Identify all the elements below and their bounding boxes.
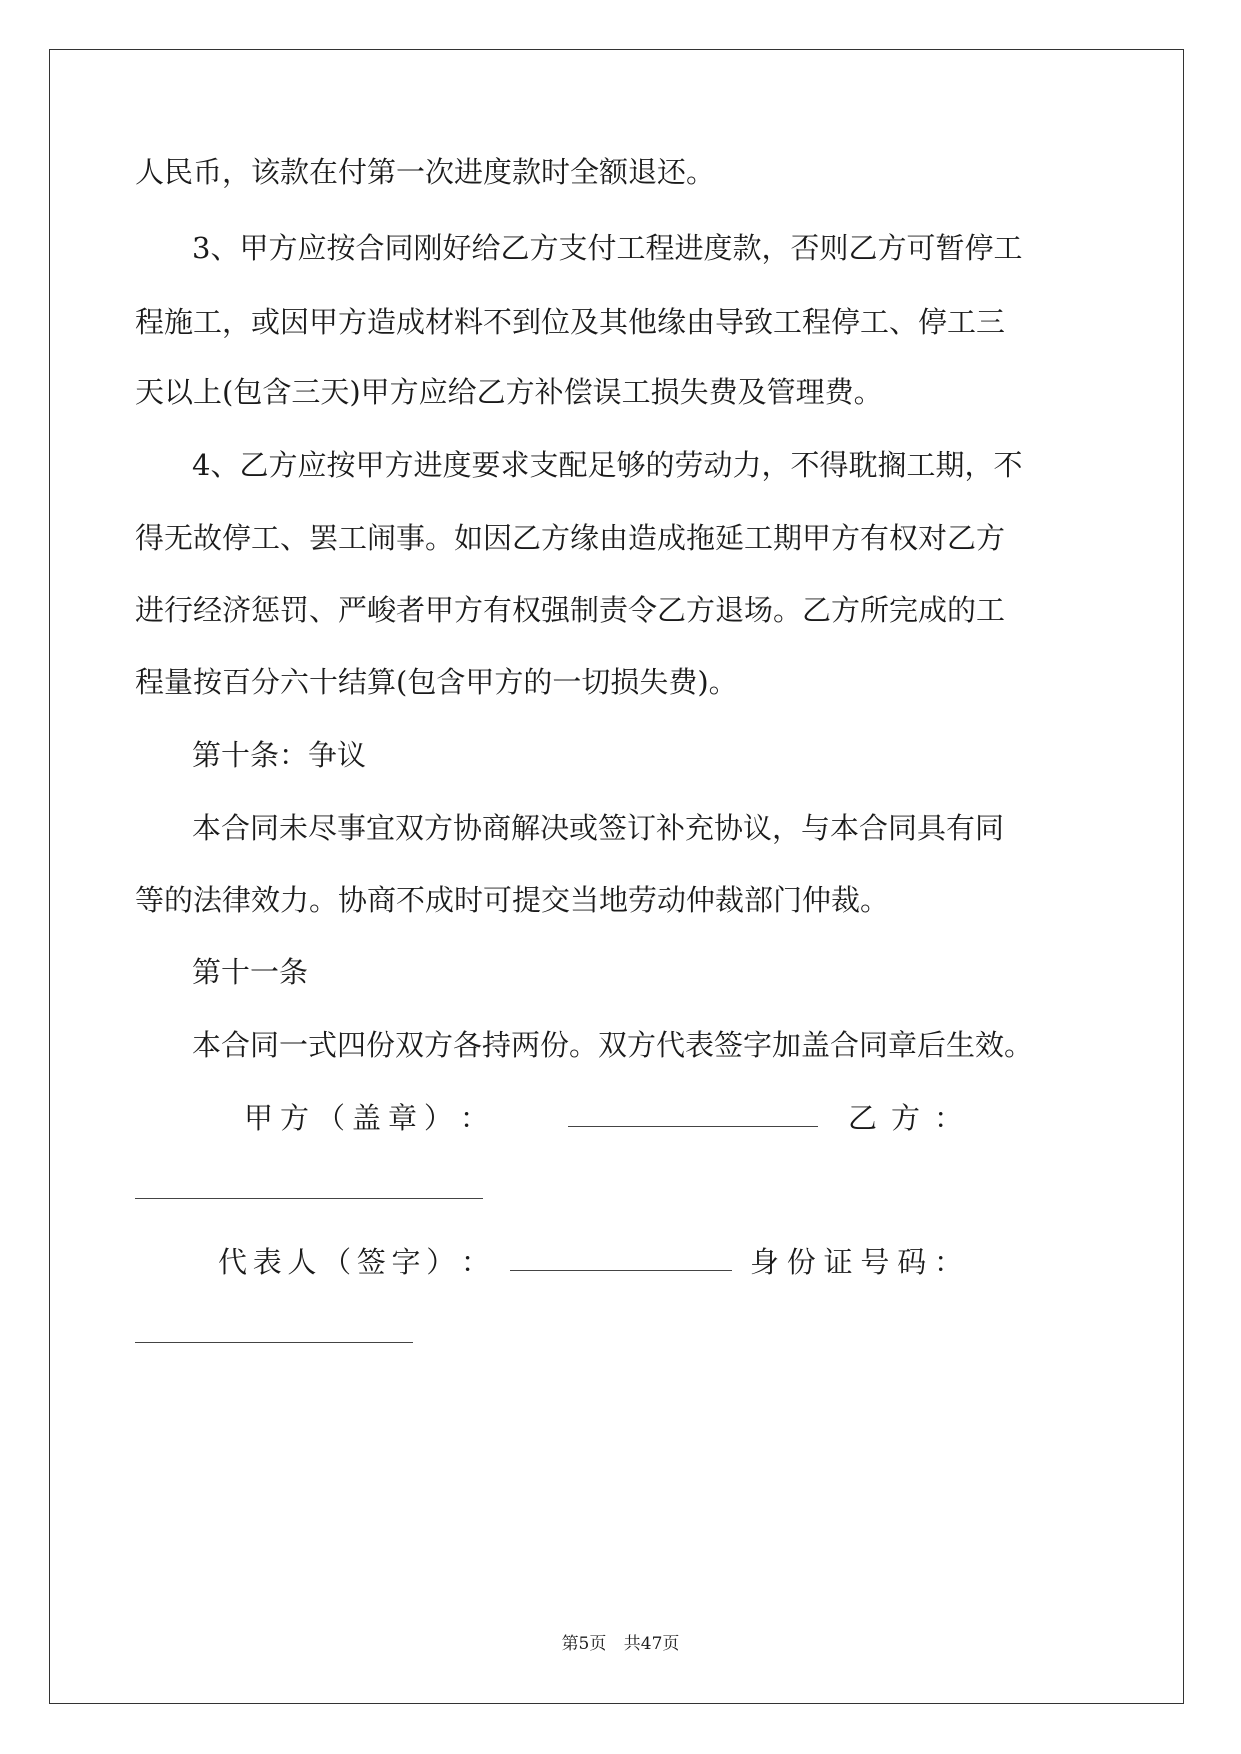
party-b-label: 乙 方 ： [848, 1101, 963, 1135]
id-number-label: 身 份 证 号 码 ： [750, 1245, 963, 1279]
page-number: 第5页 [561, 1634, 607, 1654]
text-line: 3、甲方应按合同刚好给乙方支付工程进度款，否则乙方可暂停工 [192, 231, 1023, 265]
text-line: 4、乙方应按甲方进度要求支配足够的劳动力，不得耽搁工期，不 [192, 448, 1023, 482]
text-line: 本合同未尽事宜双方协商解决或签订补充协议，与本合同具有同 [192, 811, 1005, 845]
text-line: 人民币，该款在付第一次进度款时全额退还。 [135, 155, 716, 189]
page-total: 共47页 [623, 1634, 680, 1654]
text-line: 等的法律效力。协商不成时可提交当地劳动仲裁部门仲裁。 [135, 883, 890, 917]
page-border [49, 49, 1184, 1704]
text-line: 本合同一式四份双方各持两份。双方代表签字加盖合同章后生效。 [192, 1028, 1034, 1062]
text-line: 程施工，或因甲方造成材料不到位及其他缘由导致工程停工、停工三 [135, 305, 1006, 339]
text-line: 天以上(包含三天)甲方应给乙方补偿误工损失费及管理费。 [135, 375, 883, 409]
party-a-blank [568, 1126, 818, 1127]
party-a-label: 甲 方 （ 盖 章 ） ： [244, 1101, 489, 1135]
text-line: 程量按百分六十结算(包含甲方的一切损失费)。 [135, 665, 738, 699]
section-heading: 第十条：争议 [192, 738, 367, 772]
id-number-blank [135, 1342, 413, 1343]
party-b-blank [135, 1198, 483, 1199]
representative-blank [510, 1270, 732, 1271]
representative-label: 代 表 人 （ 签 字 ） ： [218, 1245, 490, 1279]
page-footer [0, 1633, 1241, 1655]
section-heading: 第十一条 [192, 955, 309, 989]
text-line: 得无故停工、罢工闹事。如因乙方缘由造成拖延工期甲方有权对乙方 [135, 521, 1006, 555]
text-line: 进行经济惩罚、严峻者甲方有权强制责令乙方退场。乙方所完成的工 [135, 593, 1006, 627]
